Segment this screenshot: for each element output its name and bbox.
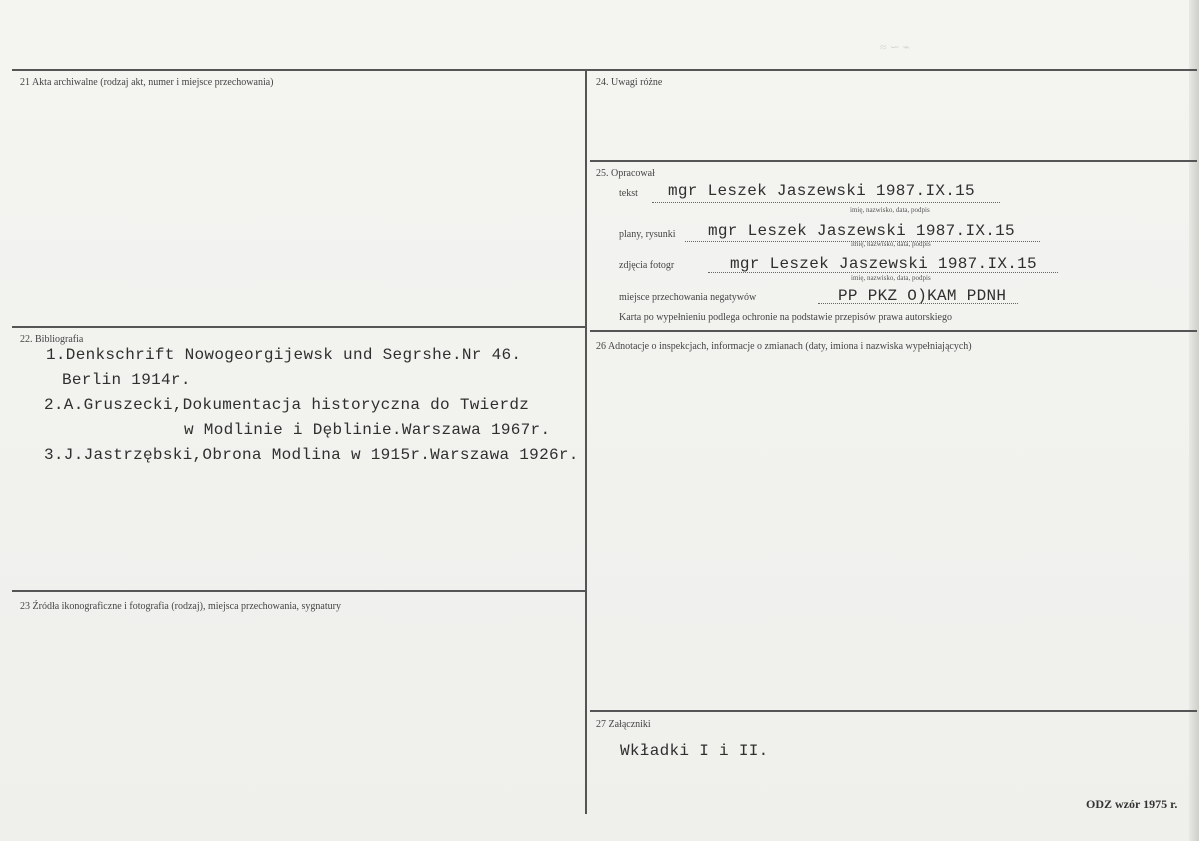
negatywy-value: PP PKZ O)KAM PDNH <box>838 287 1007 305</box>
negatywy-label: miejsce przechowania negatywów <box>619 292 757 303</box>
zdjecia-value: mgr Leszek Jaszewski 1987.IX.15 <box>730 255 1037 273</box>
field-21-label: 21 Akta archiwalne (rodzaj akt, numer i miejsce przechowania) <box>20 77 274 88</box>
zdjecia-sub: imię, nazwisko, data, podpis <box>851 274 931 282</box>
top-rule <box>12 69 1197 71</box>
tekst-value: mgr Leszek Jaszewski 1987.IX.15 <box>668 182 975 200</box>
bibliography-line-1: 1.Denkschrift Nowogeorgijewsk und Segrshe.Nr 46. <box>46 346 522 364</box>
plany-value: mgr Leszek Jaszewski 1987.IX.15 <box>708 222 1015 240</box>
rule-25-26 <box>590 330 1197 332</box>
tekst-label: tekst <box>619 188 638 199</box>
plany-label: plany, rysunki <box>619 229 676 240</box>
bibliography-line-2: Berlin 1914r. <box>62 371 191 389</box>
field-22-label: 22. Bibliografia <box>20 334 84 345</box>
rule-22-23 <box>12 590 585 592</box>
bibliography-line-5: 3.J.Jastrzębski,Obrona Modlina w 1915r.Warszawa 1926r. <box>44 446 579 464</box>
form-id: ODZ wzór 1975 r. <box>1086 797 1178 811</box>
copyright-note: Karta po wypełnieniu podlega ochronie na podstawie przepisów prawa autorskiego <box>619 312 952 323</box>
field-23-label: 23 Źródła ikonograficzne i fotografia (rodzaj), miejsca przechowania, sygnatury <box>20 601 341 612</box>
bibliography-line-3: 2.A.Gruszecki,Dokumentacja historyczna do Twierdz <box>44 396 530 414</box>
field-27-label: 27 Załączniki <box>596 719 651 730</box>
rule-21-22 <box>12 326 585 328</box>
rule-24-25 <box>590 160 1197 162</box>
rule-26-27 <box>590 710 1197 712</box>
bibliography-line-4: w Modlinie i Dęblinie.Warszawa 1967r. <box>184 421 551 439</box>
field-25-label: 25. Opracował <box>596 168 655 179</box>
tekst-dotted-line <box>652 202 1000 203</box>
card-edge <box>1189 0 1199 841</box>
tekst-sub: imię, nazwisko, data, podpis <box>850 206 930 214</box>
bleed-through-mark: ≈ ∽ ⌁ <box>880 40 910 54</box>
field-24-label: 24. Uwagi różne <box>596 77 663 88</box>
zalaczniki-value: Wkładki I i II. <box>620 742 769 760</box>
zdjecia-label: zdjęcia fotogr <box>619 260 675 271</box>
center-divider <box>585 69 587 814</box>
field-26-label: 26 Adnotacje o inspekcjach, informacje o zmianach (daty, imiona i nazwiska wypełniających) <box>596 341 972 352</box>
plany-sub: imię, nazwisko, data, podpis <box>851 240 931 248</box>
